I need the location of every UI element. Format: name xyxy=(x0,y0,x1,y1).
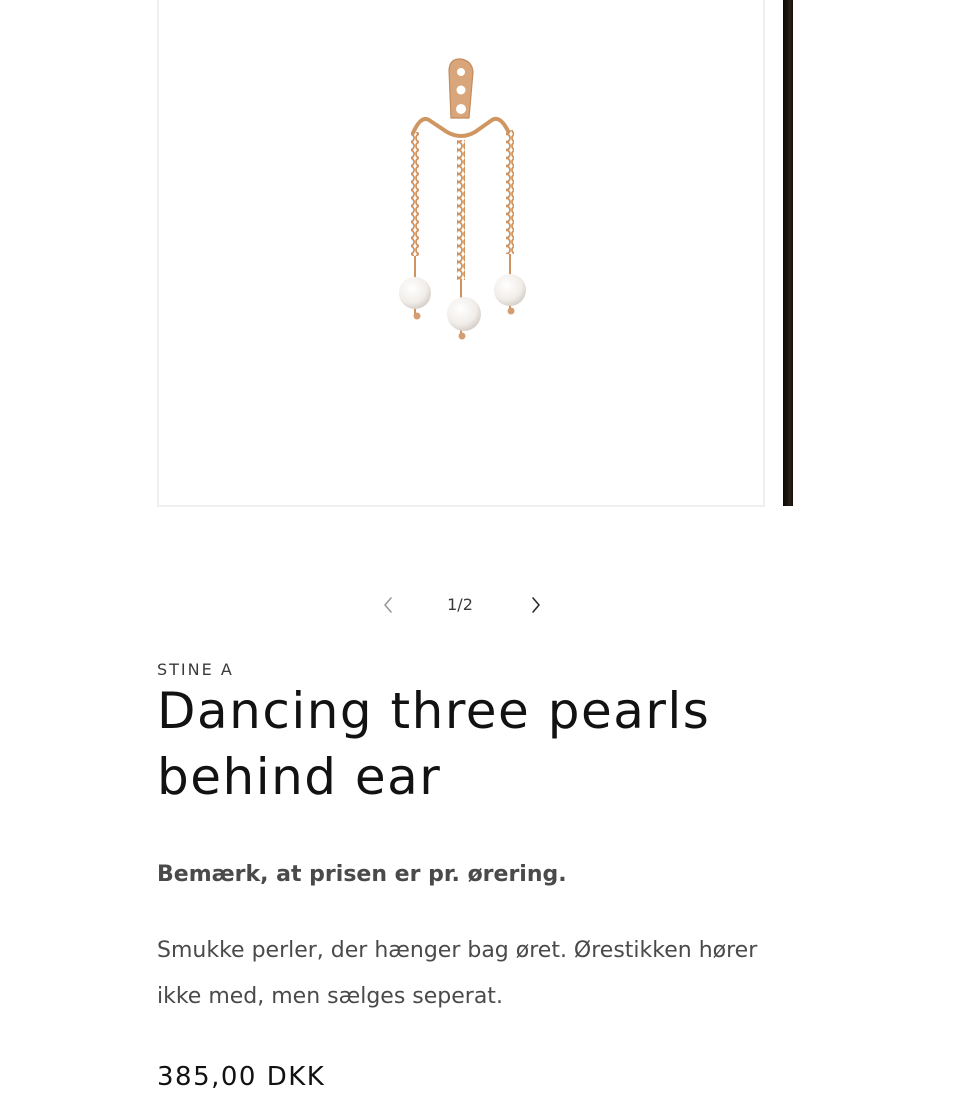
slider-controls xyxy=(360,585,560,625)
product-gallery xyxy=(0,0,960,520)
product-price: 385,00 DKK xyxy=(157,1062,326,1092)
product-vendor: STINE A xyxy=(157,660,234,679)
product-image-slide[interactable] xyxy=(157,0,765,507)
slide-counter: 1/2 xyxy=(447,595,473,614)
slider-next-button[interactable] xyxy=(516,585,556,625)
product-description: Smukke perler, der hænger bag øret. Ørestikken hører ikke med, men sælges seperat. xyxy=(157,938,758,1009)
chevron-right-icon xyxy=(530,596,542,614)
price-note: Bemærk, at prisen er pr. ørering. xyxy=(157,862,567,887)
product-title: Dancing three pearls behind ear xyxy=(157,682,711,806)
partial-next-slide-image[interactable] xyxy=(783,0,793,506)
earring-product-image xyxy=(159,0,763,505)
chevron-left-icon xyxy=(382,596,394,614)
slider-prev-button[interactable] xyxy=(368,585,408,625)
